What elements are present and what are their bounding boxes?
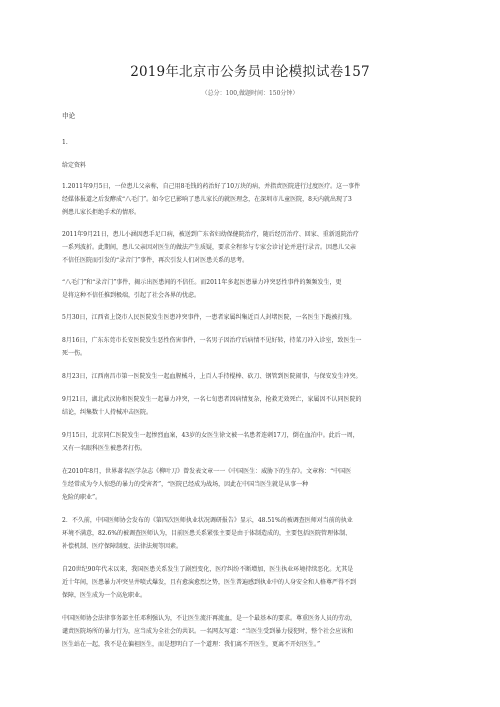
paragraph-line: 死一伤。: [62, 350, 87, 357]
paragraph-line: “八毛门”和“录音门”事件，揭示出医患间的不信任。而2011年多起医患暴力冲突恶性事件的频频发生，更: [62, 279, 342, 286]
paragraph-line: 中国医师协会法律事务部主任邓利强认为，不让医生流汗再流血，是一个最基本的要求。尊重医务人员的劳动，: [62, 615, 357, 622]
paragraph-line: 5月30日，江西省上饶市人民医院发生医患冲突事件，一患者家属纠集近百人封堵医院，一名医生下跪被打残。: [62, 314, 356, 321]
paragraph-line: 自20世纪90年代末以来，我国医患关系发生了剧烈变化，医疗纠纷不断增加，医生执业环境持续恶化。尤其是: [62, 566, 354, 573]
paragraph-line: 在2010年8月，世界著名医学杂志《柳叶刀》曾发表文章一一《中国医生：威胁下的生存》。文章称：“中国医: [62, 468, 352, 475]
paragraph-line: 经媒体报道之后发酵成“八毛门”。如今它已影响了患儿家长的就医理念，在深圳市儿童医院，8天内就出现了3: [62, 196, 352, 203]
paragraph-line: 例患儿家长拒绝手术的情形。: [62, 209, 141, 216]
paragraph-line: 医生站在一起，我不是在偏袒医生，而是想明白了一个道理：我们离不开医生，更离不开好医生。”: [62, 641, 321, 648]
paragraph-line: 结论，纠集数十人持械冲击医院。: [62, 409, 153, 416]
question-number: 1.: [62, 139, 68, 146]
paragraph-line: 近十年间，医患暴力冲突呈井喷式爆发，且有愈演愈烈之势，医生普遍感到执业中的人身安全和人格尊严得不到: [62, 579, 357, 586]
paragraph-line: 是将这种不信任推到极端，引起了社会各界的忧虑。: [62, 292, 201, 299]
section-heading: 申论: [62, 112, 76, 120]
paragraph-line: 保障，医生成为一个高危职业。: [62, 592, 147, 599]
paragraph-line: 8月23日，江西南昌市第一医院发生一起血腥械斗，上百人手持棍棒、砍刀、钢管到医院闹事，与保安发生冲突。: [62, 373, 362, 380]
paragraph-line: 一系列波折。此期间，患儿父亲因对医生的做法产生质疑，要求全程参与专家会诊讨论并进行录音。因患儿父亲: [62, 244, 357, 251]
paragraph-line: 危险的职业”。: [62, 494, 102, 501]
document-title: 2019年北京市公务员申论模拟试卷157: [130, 64, 370, 80]
paragraph-line: 2011年9月21日，患儿小涵因患手足口病，被送到广东省妇幼保健院治疗，随后经历治疗、回家、重新返院治疗: [62, 231, 359, 238]
paragraph-line: 生经常成为令人惊恐的暴力的受害者”，“医院已经成为战场，因此在中国当医生就是从事一种: [62, 481, 309, 488]
material-label: 给定资料: [62, 162, 87, 169]
paragraph-line: 1.2011年9月5日，一位患儿父亲称，自己用8毛钱的药治好了10万块的病，并指责医院进行过度医疗。这一事件: [62, 183, 361, 190]
paragraph-line: 8月16日，广东东莞市长安医院发生恶性伤害事件，一名男子因治疗后病情不见好转，持菜刀冲入诊室，致医生一: [62, 337, 362, 344]
paragraph-line: 补偿机制、医疗保障制度、法律法规等因素。: [62, 543, 183, 550]
paragraph-line: 又有一名眼科医生被患者打伤。: [62, 445, 147, 452]
paragraph-line: 2．不久前，中国医师协会发布的《第四次医师执业状况调研报告》显示，48.51%的被调查医师对当前的执业: [62, 517, 353, 524]
paragraph-line: 9月15日，北京同仁医院发生一起惨烈血案，43岁的女医生徐文被一名患者连刺17刀，倒在血泊中。此后一周，: [62, 432, 359, 439]
document-subtitle: （总分：100,做题时间：150分钟）: [201, 90, 299, 97]
paragraph-line: 不信任医院而引发的“录音门”事件，再次引发人们对医患关系的思考。: [62, 257, 249, 264]
paragraph-line: 谴责医院场所的暴力行为，应当成为全社会的共识。一名网友写道：“当医生受到暴力侵犯时，整个社会应该和: [62, 628, 354, 635]
paragraph-line: 环境不满意，82.6%的被调查医师认为，目前医患关系紧张主要是由于体制造成的，主要包括医院管理体制、: [62, 530, 352, 537]
paragraph-line: 9月21日，湖北武汉协和医院发生一起暴力冲突，一名七旬患者因病情复杂，抢救无效死亡，家属因不认同医院的: [62, 396, 362, 403]
